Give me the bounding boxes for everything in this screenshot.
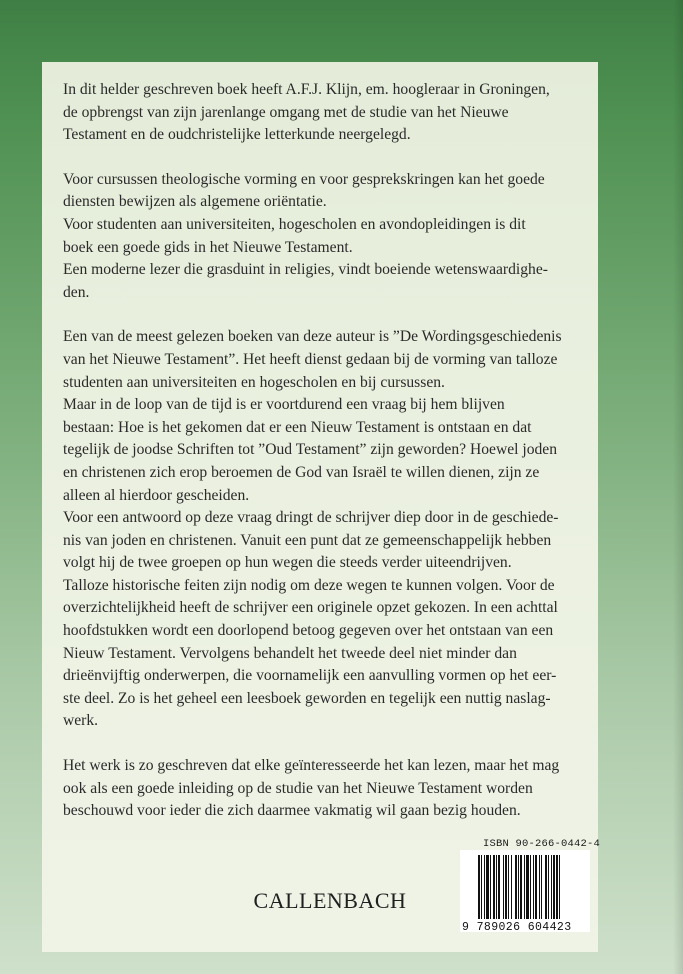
blurb-line: de opbrengst van zijn jarenlange omgang met de studie van het Nieuwe	[63, 103, 509, 121]
barcode-bar	[530, 855, 531, 919]
barcode-bar	[526, 855, 529, 919]
blurb-line: studenten aan universiteiten en hogescholen en bij cursussen.	[63, 373, 445, 391]
barcode-bar	[548, 855, 549, 919]
isbn-label: ISBN 90-266-0442-4	[483, 838, 601, 850]
blurb-line: boek een goede gids in het Nieuwe Testament.	[63, 238, 353, 256]
blurb-line: den.	[63, 283, 90, 301]
barcode-bar	[498, 855, 500, 919]
blurb-text	[63, 79, 583, 823]
blurb-line: diensten bewijzen als algemene oriëntatie.	[63, 193, 327, 211]
blurb-paragraph	[63, 755, 583, 823]
blurb-paragraph	[63, 326, 583, 733]
blurb-line: Voor studenten aan universiteiten, hogescholen en avondopleidingen is dit	[63, 215, 526, 233]
barcode-bar	[503, 855, 504, 919]
barcode-bar	[481, 855, 482, 919]
blurb-line: overzichtelijkheid heeft de schrijver een originele opzet gekozen. In een achttal	[63, 599, 558, 617]
blurb-line: ste deel. Zo is het geheel een leesboek geworden en tegelijk een nuttig naslag-	[63, 689, 551, 707]
barcode-number: 9 789026 604423	[462, 921, 572, 934]
blurb-line: Voor cursussen theologische vorming en voor gesprekskringen kan het goede	[63, 170, 545, 188]
barcode-bar	[486, 855, 489, 919]
barcode-bar	[478, 855, 480, 919]
blurb-line: In dit helder geschreven boek heeft A.F.J. Klijn, em. hoogleraar in Groningen,	[63, 81, 550, 98]
blurb-line: volgt hij de twee groepen op hun wegen die steeds verder uiteendrijven.	[63, 554, 512, 572]
blurb-line: werk.	[63, 712, 99, 730]
barcode-bar	[553, 855, 555, 919]
paragraph-gap	[63, 147, 583, 169]
blurb-line: en christenen zich erop beroemen de God van Israël te willen dienen, zijn ze	[63, 463, 540, 481]
blurb-line: Een moderne lezer die grasduint in religies, vindt boeiende wetenswaardighe-	[63, 261, 548, 279]
barcode-bar	[493, 855, 495, 919]
publisher-name: CALLENBACH	[253, 888, 407, 913]
barcode-bar	[484, 855, 485, 919]
spine-shadow	[673, 0, 683, 974]
blurb-line: Testament en de oudchristelijke letterkunde neergelegd.	[63, 126, 411, 144]
blurb-paragraph	[63, 79, 583, 147]
blurb-line: Nieuw Testament. Vervolgens behandelt het tweede deel niet minder dan	[63, 644, 517, 662]
blurb-line: drieënvijftig onderwerpen, die voornamelijk een aanvulling vormen op het eer-	[63, 667, 557, 685]
barcode-bar	[551, 855, 552, 919]
barcode-bar	[496, 855, 497, 919]
blurb-line: tegelijk de joodse Schriften tot ”Oud Testament” zijn geworden? Hoewel joden	[63, 441, 558, 459]
paragraph-gap	[63, 733, 583, 755]
barcode-bar	[518, 855, 519, 919]
barcode-bar	[533, 855, 534, 919]
barcode-bar	[535, 855, 537, 919]
barcode-icon	[478, 855, 588, 919]
blurb-line: beschouwd voor ieder die zich daarmee vakmatig wil gaan bezig houden.	[63, 802, 521, 820]
blurb-line: ook als een goede inleiding op de studie van het Nieuwe Testament worden	[63, 779, 533, 797]
paragraph-gap	[63, 304, 583, 326]
barcode-bar	[524, 855, 525, 919]
barcode-bar	[515, 855, 517, 919]
barcode-bar	[559, 855, 560, 919]
blurb-line: hoofdstukken wordt een doorlopend betoog gegeven over het ontstaan van een	[63, 622, 554, 640]
blurb-line: Maar in de loop van de tijd is er voortdurend een vraag bij hem blijven	[63, 396, 505, 414]
barcode-bar	[541, 855, 542, 919]
blurb-line: Talloze historische feiten zijn nodig om deze wegen te kunnen volgen. Voor de	[63, 576, 555, 594]
barcode-bar	[556, 855, 558, 919]
barcode-bar	[505, 855, 507, 919]
blurb-paragraph	[63, 169, 583, 305]
barcode-bar	[511, 855, 512, 919]
barcode-bar	[545, 855, 547, 919]
blurb-line: Voor een antwoord op deze vraag dringt de schrijver diep door in de geschiede-	[63, 509, 559, 527]
blurb-line: Een van de meest gelezen boeken van deze auteur is ”De Wordingsgeschiedenis	[63, 328, 562, 346]
barcode-bar	[508, 855, 509, 919]
blurb-line: van het Nieuwe Testament”. Het heeft dienst gedaan bij de vorming van talloze	[63, 350, 558, 368]
barcode-bar	[539, 855, 540, 919]
blurb-line: bestaan: Hoe is het gekomen dat er een Nieuw Testament is ontstaan en dat	[63, 418, 532, 436]
blurb-line: alleen al hierdoor gescheiden.	[63, 486, 250, 504]
barcode-bar	[490, 855, 491, 919]
blurb-line: Het werk is zo geschreven dat elke geïnteresseerde het kan lezen, maar het mag	[63, 757, 560, 775]
blurb-line: nis van joden en christenen. Vanuit een punt dat ze gemeenschappelijk hebben	[63, 531, 552, 549]
barcode-bar	[520, 855, 522, 919]
